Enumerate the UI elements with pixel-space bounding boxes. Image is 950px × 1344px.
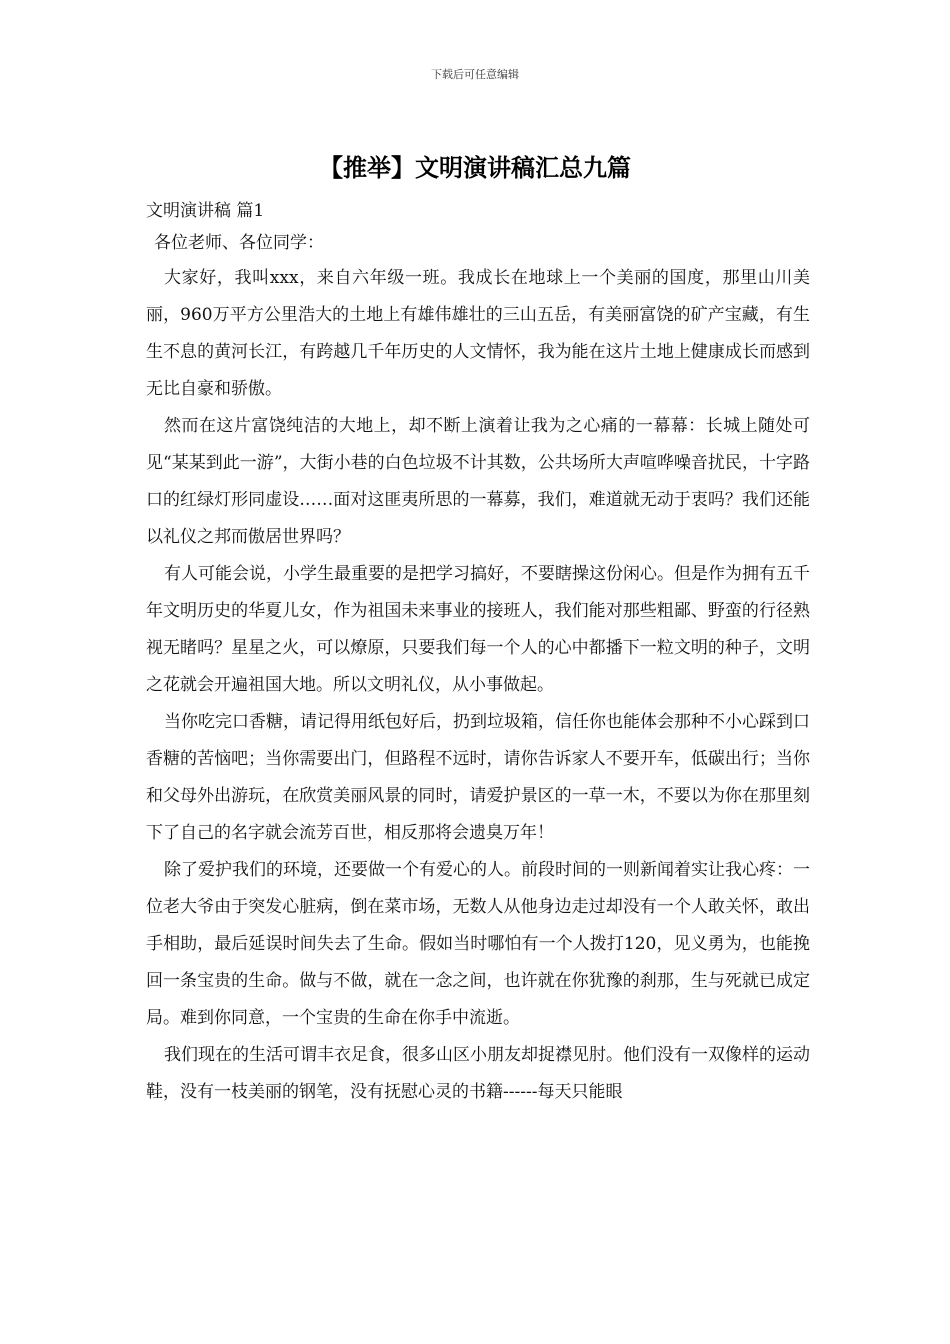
document-title: 【推举】文明演讲稿汇总九篇: [319, 154, 631, 182]
section-heading: 文明演讲稿 篇1: [146, 201, 265, 221]
document-body: [146, 196, 810, 1111]
paragraph: 大家好，我叫xxx，来自六年级一班。我成长在地球上一个美丽的国度，那里山川美丽，960万平方公里浩大的土地上有雄伟雄壮的三山五岳，有美丽富饶的矿产宝藏，有生生不息的黄河长江，有跨越几千年历史的人文情怀，我为能在这片土地上健康成长而感到无比自豪和骄傲。: [146, 268, 810, 399]
paragraph: 除了爱护我们的环境，还要做一个有爱心的人。前段时间的一则新闻着实让我心疼：一位老大爷由于突发心脏病，倒在菜市场，无数人从他身边走过却没有一个人敢关怀，敢出手相助，最后延误时间失去了生命。假如当时哪怕有一个人拨打120，见义勇为，也能挽回一条宝贵的生命。做与不做，就在一念之间，也许就在你犹豫的刹那，生与死就已成定局。难到你同意，一个宝贵的生命在你手中流逝。: [146, 860, 810, 1028]
salutation: 各位老师、各位同学：: [154, 233, 324, 253]
paragraph: 有人可能会说，小学生最重要的是把学习搞好，不要瞎操这份闲心。但是作为拥有五千年文明历史的华夏儿女，作为祖国未来事业的接班人，我们能对那些粗鄙、野蛮的行径熟视无睹吗？星星之火，可以燎原，只要我们每一个人的心中都播下一粒文明的种子，文明之花就会开遍祖国大地。所以文明礼仪，从小事做起。: [146, 564, 810, 695]
paragraph: 当你吃完口香糖，请记得用纸包好后，扔到垃圾箱，信任你也能体会那种不小心踩到口香糖的苦恼吧；当你需要出门，但路程不远时，请你告诉家人不要开车，低碳出行；当你和父母外出游玩，在欣赏美丽风景的同时，请爱护景区的一草一木，不要以为你在那里刻下了自己的名字就会流芳百世，相反那将会遗臭万年！: [146, 712, 810, 843]
header-note: 下载后可任意编辑: [431, 68, 519, 81]
paragraph: 我们现在的生活可谓丰衣足食，很多山区小朋友却捉襟见肘。他们没有一双像样的运动鞋，没有一枝美丽的钢笔，没有抚慰心灵的书籍------每天只能眼: [146, 1045, 810, 1102]
paragraph: 然而在这片富饶纯洁的大地上，却不断上演着让我为之心痛的一幕幕：长城上随处可见“某某到此一游”，大街小巷的白色垃圾不计其数，公共场所大声喧哗噪音扰民，十字路口的红绿灯形同虚设……面对这匪夷所思的一幕募，我们，难道就无动于衷吗？我们还能以礼仪之邦而傲居世界吗？: [146, 416, 810, 547]
